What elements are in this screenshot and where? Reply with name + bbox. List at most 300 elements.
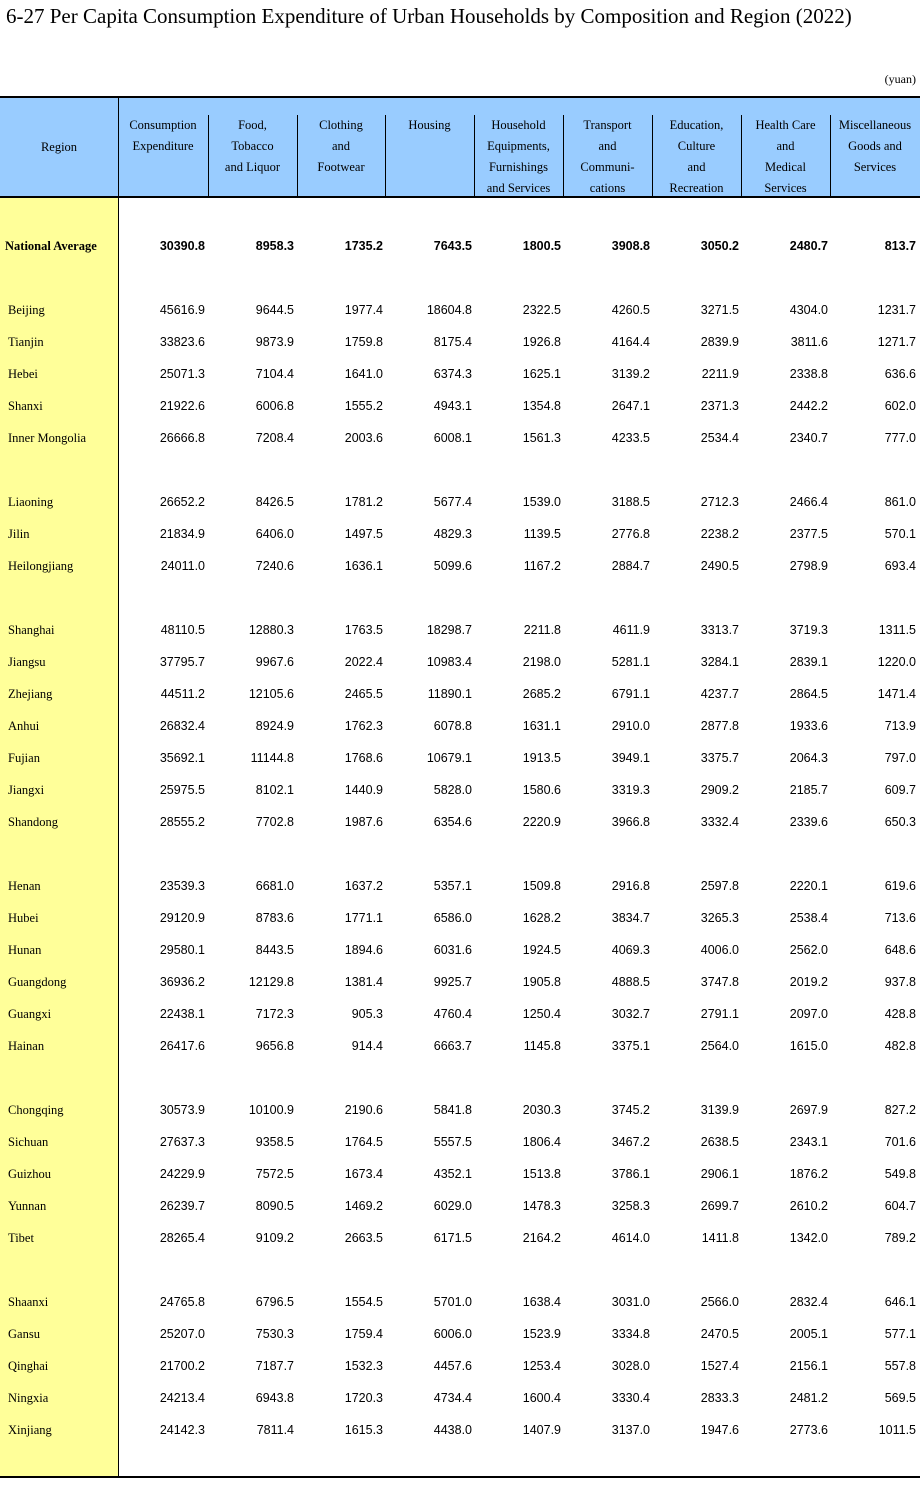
cell-housing: 6171.5 (433, 1231, 472, 1245)
cell-transport-communications: 3137.0 (611, 1423, 650, 1437)
header-divider (652, 115, 653, 196)
table-row (0, 710, 920, 742)
region-name: Hainan (8, 1039, 45, 1053)
table-row (0, 678, 920, 710)
cell-food-tobacco-liquor: 9656.8 (255, 1039, 294, 1053)
cell-health-care-medical: 2610.2 (789, 1199, 828, 1213)
cell-clothing-footwear: 1764.5 (344, 1135, 383, 1149)
cell-consumption-expenditure: 26417.6 (159, 1039, 205, 1053)
cell-consumption-expenditure: 21700.2 (159, 1359, 205, 1373)
cell-food-tobacco-liquor: 9109.2 (255, 1231, 294, 1245)
region-name: Zhejiang (8, 687, 53, 701)
cell-transport-communications: 3258.3 (611, 1199, 650, 1213)
header-housing: Housing (408, 118, 451, 132)
region-name: Sichuan (8, 1135, 49, 1149)
cell-clothing-footwear: 1781.2 (344, 495, 383, 509)
table-row (0, 742, 920, 774)
table-row (0, 486, 920, 518)
cell-clothing-footwear: 1641.0 (344, 367, 383, 381)
table-row (0, 1094, 920, 1126)
cell-food-tobacco-liquor: 7240.6 (255, 559, 294, 573)
cell-education-culture-recreation: 2564.0 (700, 1039, 739, 1053)
region-name: Jilin (8, 527, 30, 541)
cell-clothing-footwear: 905.3 (351, 1007, 383, 1021)
header-food-tobacco-liquor: Food, Tobacco and Liquor (224, 118, 281, 174)
cell-housing: 5557.5 (433, 1135, 472, 1149)
cell-food-tobacco-liquor: 6006.8 (255, 399, 294, 413)
cell-health-care-medical: 2466.4 (789, 495, 828, 509)
cell-miscellaneous-goods-services: 797.0 (884, 751, 916, 765)
table-bottom-border (0, 1476, 920, 1478)
cell-housing: 6663.7 (433, 1039, 472, 1053)
region-name: Hubei (8, 911, 39, 925)
cell-education-culture-recreation: 3313.7 (700, 623, 739, 637)
table-row (0, 774, 920, 806)
cell-education-culture-recreation: 4006.0 (700, 943, 739, 957)
cell-health-care-medical: 2340.7 (789, 431, 828, 445)
cell-miscellaneous-goods-services: 827.2 (884, 1103, 916, 1117)
header-transport-communications: Transport and Communi- cations (580, 118, 635, 195)
cell-transport-communications: 3028.0 (611, 1359, 650, 1373)
cell-health-care-medical: 3719.3 (789, 623, 828, 637)
cell-household-equipment: 2030.3 (522, 1103, 561, 1117)
cell-clothing-footwear: 1497.5 (344, 527, 383, 541)
region-name: Jiangsu (8, 655, 46, 669)
region-name: Xinjiang (8, 1423, 52, 1437)
table-row (0, 998, 920, 1030)
cell-education-culture-recreation: 2877.8 (700, 719, 739, 733)
table-row (0, 966, 920, 998)
cell-food-tobacco-liquor: 8102.1 (255, 783, 294, 797)
cell-housing: 6078.8 (433, 719, 472, 733)
cell-transport-communications: 2916.8 (611, 879, 650, 893)
cell-housing: 4760.4 (433, 1007, 472, 1021)
region-name: Shaanxi (8, 1295, 49, 1309)
cell-housing: 6006.0 (433, 1327, 472, 1341)
cell-miscellaneous-goods-services: 789.2 (884, 1231, 916, 1245)
cell-food-tobacco-liquor: 8090.5 (255, 1199, 294, 1213)
cell-household-equipment: 2164.2 (522, 1231, 561, 1245)
cell-health-care-medical: 2481.2 (789, 1391, 828, 1405)
table-row (0, 1414, 920, 1446)
cell-transport-communications: 4888.5 (611, 975, 650, 989)
cell-consumption-expenditure: 44511.2 (160, 687, 205, 701)
cell-consumption-expenditure: 23539.3 (159, 879, 205, 893)
cell-miscellaneous-goods-services: 482.8 (884, 1039, 916, 1053)
cell-consumption-expenditure: 25975.5 (159, 783, 205, 797)
cell-health-care-medical: 2377.5 (789, 527, 828, 541)
header-divider (385, 115, 386, 196)
region-name: Anhui (8, 719, 40, 733)
cell-clothing-footwear: 1637.2 (344, 879, 383, 893)
cell-miscellaneous-goods-services: 937.8 (884, 975, 916, 989)
table-row (0, 326, 920, 358)
table-row (0, 1030, 920, 1062)
cell-consumption-expenditure: 29580.1 (159, 943, 205, 957)
cell-education-culture-recreation: 3265.3 (700, 911, 739, 925)
cell-miscellaneous-goods-services: 428.8 (884, 1007, 916, 1021)
cell-miscellaneous-goods-services: 1471.4 (877, 687, 916, 701)
cell-clothing-footwear: 2465.5 (344, 687, 383, 701)
cell-clothing-footwear: 1759.4 (344, 1327, 383, 1341)
region-name: Hunan (8, 943, 42, 957)
region-name: Liaoning (8, 495, 54, 509)
cell-household-equipment: 1250.4 (522, 1007, 561, 1021)
cell-health-care-medical: 2773.6 (789, 1423, 828, 1437)
cell-health-care-medical: 1933.6 (789, 719, 828, 733)
page-title: 6-27 Per Capita Consumption Expenditure of Urban Households by Composition and Region (2022) (6, 4, 852, 28)
cell-consumption-expenditure: 24142.3 (159, 1423, 205, 1437)
cell-housing: 6031.6 (433, 943, 472, 957)
cell-household-equipment: 1523.9 (522, 1327, 561, 1341)
cell-transport-communications: 3966.8 (611, 815, 650, 829)
cell-education-culture-recreation: 1947.6 (700, 1423, 739, 1437)
cell-miscellaneous-goods-services: 569.5 (884, 1391, 916, 1405)
cell-health-care-medical: 2798.9 (789, 559, 828, 573)
region-name: Fujian (8, 751, 40, 765)
cell-miscellaneous-goods-services: 1011.5 (878, 1423, 916, 1437)
cell-clothing-footwear: 1762.3 (344, 719, 383, 733)
cell-consumption-expenditure: 48110.5 (160, 623, 205, 637)
cell-food-tobacco-liquor: 6796.5 (255, 1295, 294, 1309)
cell-health-care-medical: 2562.0 (789, 943, 828, 957)
cell-education-culture-recreation: 2566.0 (700, 1295, 739, 1309)
cell-housing: 4352.1 (433, 1167, 472, 1181)
cell-housing: 8175.4 (433, 335, 472, 349)
cell-household-equipment: 1354.8 (522, 399, 561, 413)
cell-food-tobacco-liquor: 6681.0 (255, 879, 294, 893)
cell-household-equipment: 1139.5 (523, 527, 561, 541)
cell-miscellaneous-goods-services: 619.6 (884, 879, 916, 893)
cell-consumption-expenditure: 21834.9 (159, 527, 205, 541)
cell-education-culture-recreation: 3271.5 (700, 303, 739, 317)
cell-food-tobacco-liquor: 7187.7 (255, 1359, 294, 1373)
cell-consumption-expenditure: 25071.3 (159, 367, 205, 381)
cell-clothing-footwear: 1977.4 (344, 303, 383, 317)
cell-health-care-medical: 2064.3 (789, 751, 828, 765)
unit-label: (yuan) (884, 72, 916, 86)
cell-food-tobacco-liquor: 8958.3 (255, 239, 294, 253)
cell-household-equipment: 1631.1 (522, 719, 561, 733)
cell-education-culture-recreation: 2839.9 (700, 335, 739, 349)
cell-transport-communications: 3319.3 (611, 783, 650, 797)
cell-education-culture-recreation: 2211.9 (701, 367, 739, 381)
cell-household-equipment: 1625.1 (522, 367, 561, 381)
cell-housing: 11890.1 (427, 687, 472, 701)
cell-miscellaneous-goods-services: 1231.7 (877, 303, 916, 317)
header-divider (741, 115, 742, 196)
cell-consumption-expenditure: 26666.8 (159, 431, 205, 445)
cell-health-care-medical: 2697.9 (789, 1103, 828, 1117)
cell-clothing-footwear: 1381.4 (344, 975, 383, 989)
cell-housing: 4734.4 (433, 1391, 472, 1405)
cell-consumption-expenditure: 33823.6 (159, 335, 205, 349)
cell-health-care-medical: 2339.6 (789, 815, 828, 829)
cell-food-tobacco-liquor: 12129.8 (248, 975, 294, 989)
cell-miscellaneous-goods-services: 1271.7 (877, 335, 916, 349)
table-row (0, 870, 920, 902)
header-divider (208, 115, 209, 196)
table-row (0, 614, 920, 646)
cell-consumption-expenditure: 30390.8 (159, 239, 205, 253)
cell-consumption-expenditure: 29120.9 (159, 911, 205, 925)
cell-household-equipment: 2220.9 (522, 815, 561, 829)
cell-transport-communications: 2776.8 (611, 527, 650, 541)
cell-housing: 4943.1 (433, 399, 472, 413)
cell-consumption-expenditure: 26239.7 (159, 1199, 205, 1213)
cell-education-culture-recreation: 2909.2 (700, 783, 739, 797)
cell-consumption-expenditure: 27637.3 (159, 1135, 205, 1149)
cell-miscellaneous-goods-services: 570.1 (884, 527, 916, 541)
cell-housing: 9925.7 (433, 975, 472, 989)
cell-consumption-expenditure: 37795.7 (159, 655, 205, 669)
cell-clothing-footwear: 1768.6 (344, 751, 383, 765)
cell-consumption-expenditure: 24765.8 (159, 1295, 205, 1309)
cell-education-culture-recreation: 1411.8 (701, 1231, 739, 1245)
cell-housing: 5357.1 (433, 879, 472, 893)
table-row (0, 1126, 920, 1158)
cell-health-care-medical: 2538.4 (789, 911, 828, 925)
cell-clothing-footwear: 1720.3 (344, 1391, 383, 1405)
cell-transport-communications: 2884.7 (611, 559, 650, 573)
cell-consumption-expenditure: 28555.2 (159, 815, 205, 829)
cell-household-equipment: 1800.5 (522, 239, 561, 253)
cell-miscellaneous-goods-services: 602.0 (884, 399, 916, 413)
cell-food-tobacco-liquor: 8924.9 (255, 719, 294, 733)
header-divider (297, 115, 298, 196)
cell-miscellaneous-goods-services: 646.1 (884, 1295, 916, 1309)
cell-education-culture-recreation: 2371.3 (700, 399, 739, 413)
region-name: Beijing (8, 303, 45, 317)
cell-education-culture-recreation: 3747.8 (700, 975, 739, 989)
cell-food-tobacco-liquor: 7572.5 (255, 1167, 294, 1181)
table-row (0, 1350, 920, 1382)
cell-food-tobacco-liquor: 6943.8 (255, 1391, 294, 1405)
cell-education-culture-recreation: 4237.7 (700, 687, 739, 701)
cell-food-tobacco-liquor: 10100.9 (248, 1103, 294, 1117)
cell-health-care-medical: 1342.0 (789, 1231, 828, 1245)
cell-miscellaneous-goods-services: 693.4 (884, 559, 916, 573)
cell-housing: 6374.3 (433, 367, 472, 381)
cell-health-care-medical: 2343.1 (789, 1135, 828, 1149)
table-row (0, 1222, 920, 1254)
cell-housing: 5841.8 (433, 1103, 472, 1117)
cell-household-equipment: 2685.2 (522, 687, 561, 701)
cell-transport-communications: 3188.5 (611, 495, 650, 509)
cell-clothing-footwear: 1440.9 (344, 783, 383, 797)
cell-education-culture-recreation: 3284.1 (700, 655, 739, 669)
cell-health-care-medical: 2839.1 (789, 655, 828, 669)
region-name: Hebei (8, 367, 38, 381)
cell-education-culture-recreation: 2638.5 (700, 1135, 739, 1149)
cell-food-tobacco-liquor: 9358.5 (255, 1135, 294, 1149)
cell-transport-communications: 4164.4 (611, 335, 650, 349)
cell-housing: 7643.5 (433, 239, 472, 253)
cell-health-care-medical: 2097.0 (789, 1007, 828, 1021)
cell-miscellaneous-goods-services: 777.0 (884, 431, 916, 445)
cell-consumption-expenditure: 25207.0 (159, 1327, 205, 1341)
region-name: Inner Mongolia (8, 431, 87, 445)
header-divider (563, 115, 564, 196)
cell-housing: 4438.0 (433, 1423, 472, 1437)
cell-health-care-medical: 2832.4 (789, 1295, 828, 1309)
cell-household-equipment: 1905.8 (522, 975, 561, 989)
cell-clothing-footwear: 1735.2 (344, 239, 383, 253)
region-name: Guangxi (8, 1007, 52, 1021)
cell-health-care-medical: 2480.7 (789, 239, 828, 253)
cell-consumption-expenditure: 26832.4 (159, 719, 205, 733)
cell-health-care-medical: 2005.1 (789, 1327, 828, 1341)
table-row (0, 646, 920, 678)
cell-household-equipment: 1561.3 (522, 431, 561, 445)
cell-transport-communications: 5281.1 (611, 655, 650, 669)
region-name: Shandong (8, 815, 58, 829)
region-name: Jiangxi (8, 783, 45, 797)
cell-food-tobacco-liquor: 8443.5 (255, 943, 294, 957)
region-name: Qinghai (8, 1359, 49, 1373)
cell-health-care-medical: 1615.0 (789, 1039, 828, 1053)
cell-education-culture-recreation: 2906.1 (700, 1167, 739, 1181)
cell-transport-communications: 3786.1 (611, 1167, 650, 1181)
cell-education-culture-recreation: 2833.3 (700, 1391, 739, 1405)
cell-food-tobacco-liquor: 6406.0 (255, 527, 294, 541)
header-clothing-footwear: Clothing and Footwear (317, 118, 365, 174)
cell-household-equipment: 1580.6 (522, 783, 561, 797)
cell-food-tobacco-liquor: 7208.4 (255, 431, 294, 445)
cell-housing: 4457.6 (433, 1359, 472, 1373)
cell-housing: 6029.0 (433, 1199, 472, 1213)
cell-transport-communications: 3334.8 (611, 1327, 650, 1341)
header-household-equipment: Household Equipments, Furnishings and Services (486, 118, 551, 195)
cell-household-equipment: 1638.4 (522, 1295, 561, 1309)
cell-transport-communications: 3330.4 (611, 1391, 650, 1405)
cell-clothing-footwear: 2190.6 (344, 1103, 383, 1117)
cell-housing: 5099.6 (433, 559, 472, 573)
cell-transport-communications: 3745.2 (611, 1103, 650, 1117)
table-row (0, 934, 920, 966)
cell-household-equipment: 1145.8 (523, 1039, 561, 1053)
table-row-national-average (0, 230, 920, 262)
cell-housing: 5701.0 (433, 1295, 472, 1309)
cell-transport-communications: 2910.0 (611, 719, 650, 733)
region-name: Gansu (8, 1327, 40, 1341)
cell-household-equipment: 1539.0 (522, 495, 561, 509)
cell-education-culture-recreation: 3375.7 (700, 751, 739, 765)
cell-transport-communications: 3375.1 (611, 1039, 650, 1053)
cell-food-tobacco-liquor: 9967.6 (255, 655, 294, 669)
cell-food-tobacco-liquor: 11144.8 (250, 751, 294, 765)
cell-education-culture-recreation: 3332.4 (700, 815, 739, 829)
cell-education-culture-recreation: 2534.4 (700, 431, 739, 445)
header-health-care-medical: Health Care and Medical Services (755, 118, 816, 195)
region-name: Tibet (8, 1231, 34, 1245)
cell-clothing-footwear: 1469.2 (344, 1199, 383, 1213)
cell-consumption-expenditure: 30573.9 (159, 1103, 205, 1117)
cell-clothing-footwear: 2663.5 (344, 1231, 383, 1245)
region-name: National Average (5, 239, 97, 253)
cell-food-tobacco-liquor: 9873.9 (255, 335, 294, 349)
region-name: Heilongjiang (8, 559, 74, 573)
cell-miscellaneous-goods-services: 604.7 (884, 1199, 916, 1213)
cell-consumption-expenditure: 36936.2 (159, 975, 205, 989)
cell-education-culture-recreation: 3050.2 (700, 239, 739, 253)
region-name: Ningxia (8, 1391, 49, 1405)
cell-clothing-footwear: 1763.5 (344, 623, 383, 637)
table-row (0, 422, 920, 454)
cell-education-culture-recreation: 2470.5 (700, 1327, 739, 1341)
cell-transport-communications: 3032.7 (611, 1007, 650, 1021)
cell-miscellaneous-goods-services: 549.8 (884, 1167, 916, 1181)
region-name: Tianjin (8, 335, 44, 349)
cell-food-tobacco-liquor: 7530.3 (255, 1327, 294, 1341)
cell-education-culture-recreation: 2791.1 (700, 1007, 739, 1021)
cell-consumption-expenditure: 21922.6 (159, 399, 205, 413)
cell-consumption-expenditure: 24229.9 (159, 1167, 205, 1181)
table-row (0, 1382, 920, 1414)
cell-housing: 18604.8 (426, 303, 472, 317)
cell-transport-communications: 4614.0 (611, 1231, 650, 1245)
cell-transport-communications: 4260.5 (611, 303, 650, 317)
cell-housing: 6008.1 (433, 431, 472, 445)
cell-food-tobacco-liquor: 7811.4 (256, 1423, 294, 1437)
cell-health-care-medical: 2019.2 (789, 975, 828, 989)
cell-household-equipment: 1913.5 (522, 751, 561, 765)
cell-miscellaneous-goods-services: 1311.5 (878, 623, 916, 637)
cell-consumption-expenditure: 45616.9 (159, 303, 205, 317)
cell-miscellaneous-goods-services: 701.6 (884, 1135, 916, 1149)
cell-miscellaneous-goods-services: 648.6 (884, 943, 916, 957)
cell-consumption-expenditure: 35692.1 (159, 751, 205, 765)
cell-education-culture-recreation: 2712.3 (700, 495, 739, 509)
cell-housing: 10983.4 (426, 655, 472, 669)
cell-household-equipment: 1167.2 (523, 559, 561, 573)
cell-housing: 6354.6 (433, 815, 472, 829)
cell-transport-communications: 3949.1 (611, 751, 650, 765)
cell-education-culture-recreation: 3139.9 (700, 1103, 739, 1117)
cell-miscellaneous-goods-services: 861.0 (884, 495, 916, 509)
cell-health-care-medical: 4304.0 (789, 303, 828, 317)
cell-health-care-medical: 2864.5 (789, 687, 828, 701)
cell-education-culture-recreation: 2490.5 (700, 559, 739, 573)
cell-housing: 5677.4 (433, 495, 472, 509)
cell-household-equipment: 2198.0 (522, 655, 561, 669)
cell-consumption-expenditure: 28265.4 (159, 1231, 205, 1245)
cell-clothing-footwear: 2022.4 (344, 655, 383, 669)
cell-household-equipment: 1253.4 (522, 1359, 561, 1373)
cell-clothing-footwear: 1555.2 (344, 399, 383, 413)
cell-miscellaneous-goods-services: 813.7 (884, 239, 916, 253)
cell-health-care-medical: 2338.8 (789, 367, 828, 381)
cell-health-care-medical: 2220.1 (789, 879, 828, 893)
header-consumption-expenditure: Consumption Expenditure (129, 118, 197, 153)
cell-transport-communications: 4069.3 (611, 943, 650, 957)
table-row (0, 1318, 920, 1350)
cell-miscellaneous-goods-services: 609.7 (884, 783, 916, 797)
cell-household-equipment: 1600.4 (522, 1391, 561, 1405)
table-row (0, 518, 920, 550)
region-name: Shanxi (8, 399, 43, 413)
cell-household-equipment: 1926.8 (522, 335, 561, 349)
cell-household-equipment: 1478.3 (522, 1199, 561, 1213)
cell-education-culture-recreation: 2238.2 (700, 527, 739, 541)
cell-clothing-footwear: 1759.8 (344, 335, 383, 349)
cell-health-care-medical: 2442.2 (789, 399, 828, 413)
table-row (0, 294, 920, 326)
cell-food-tobacco-liquor: 8426.5 (255, 495, 294, 509)
region-name: Guizhou (8, 1167, 52, 1181)
cell-household-equipment: 2211.8 (523, 623, 561, 637)
cell-miscellaneous-goods-services: 1220.0 (877, 655, 916, 669)
